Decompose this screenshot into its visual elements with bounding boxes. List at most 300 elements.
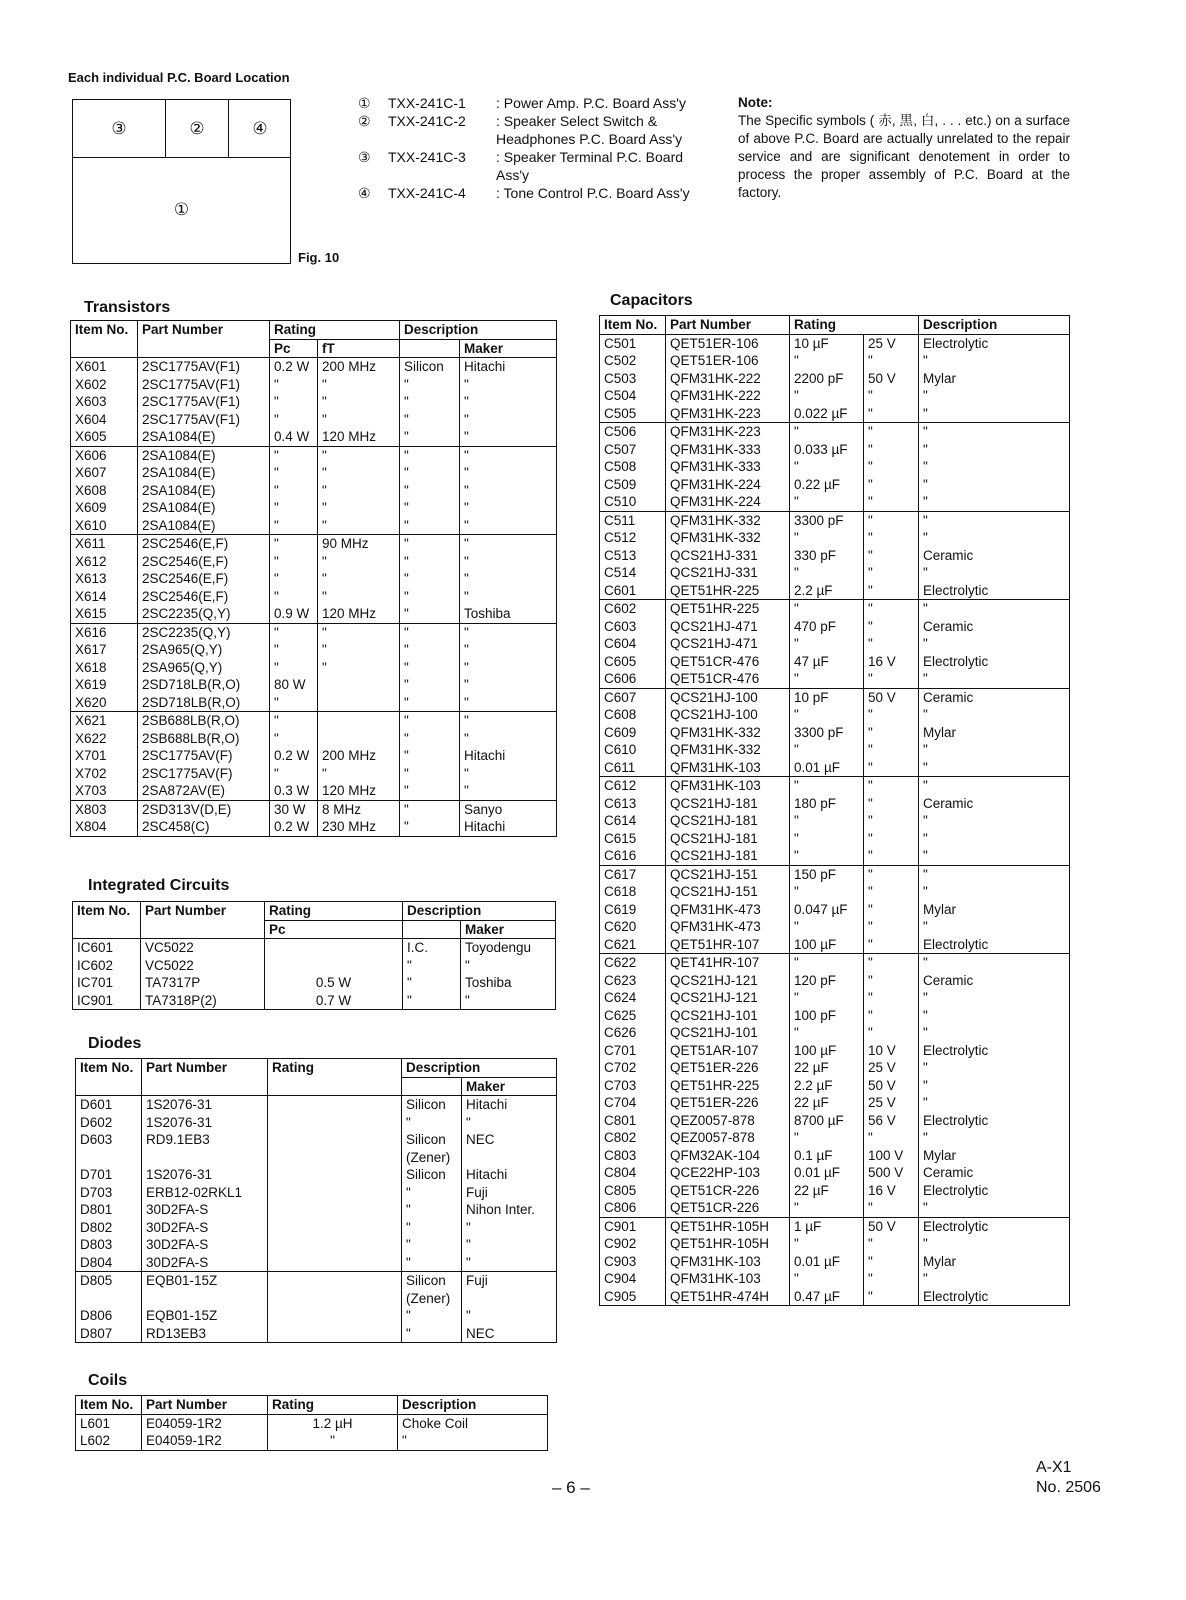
table-cell: D805 [80,1273,113,1288]
col-item-blank [73,920,141,939]
col-rating: Rating [270,321,400,340]
table-row [71,553,557,571]
col-description: Description [919,316,1070,335]
table-cell: " [790,387,864,405]
table-cell: " [400,782,460,800]
table-cell: TA7317P [141,974,265,992]
col-item-blank [76,1077,142,1096]
table-cell: " [864,476,919,494]
table-cell: " [400,446,460,464]
table-cell: Fuji [462,1272,557,1308]
table-cell: Mylar [919,1147,1070,1165]
table-cell: QCS21HJ-151 [666,865,790,883]
table-cell: Hitachi [462,1096,557,1114]
table-cell: " [919,1270,1070,1288]
table-cell: Electrolytic [919,1217,1070,1235]
table-cell: C605 [604,653,637,669]
table-cell: 100 V [864,1147,919,1165]
table-cell: QCS21HJ-331 [666,564,790,582]
table-cell: 50 V [864,370,919,388]
table-cell: QFM31HK-224 [666,493,790,511]
table-row [600,989,1070,1007]
table-cell: " [790,458,864,476]
table-row [600,972,1070,990]
col-rating: Rating [265,902,403,921]
table-cell: 120 MHz [318,782,400,800]
table-cell: C620 [604,919,637,934]
table-cell: " [318,499,400,517]
board-code: TXX-241C-3 [388,149,466,165]
table-cell: " [864,441,919,459]
table-row [600,706,1070,724]
table-cell: 30D2FA-S [142,1254,268,1272]
table-cell: X614 [75,588,107,604]
table-cell: C610 [604,742,637,757]
table-cell: C623 [604,972,637,988]
table-cell: C604 [604,636,637,651]
table-cell: X804 [75,819,107,834]
table-cell: 3300 pF [790,724,864,742]
table-cell: C615 [604,830,637,846]
table-row [71,464,557,482]
table-cell: QET51CR-476 [666,653,790,671]
table-row [76,1236,557,1254]
table-cell: 100 µF [790,1042,864,1060]
table-cell: X607 [75,465,107,480]
table-cell: QET51CR-476 [666,670,790,688]
col-rating: Rating [268,1059,402,1078]
table-cell [268,1307,402,1325]
table-cell: C626 [604,1025,637,1040]
table-cell: Electrolytic [919,936,1070,954]
table-cell [268,1272,402,1308]
table-cell: D803 [80,1237,113,1252]
table-row [600,547,1070,565]
table-row [600,334,1070,352]
table-cell: 200 MHz [318,747,400,765]
table-cell: C506 [604,424,637,439]
row-group [71,712,557,801]
table-cell: C613 [604,795,637,811]
table-cell: D701 [80,1167,113,1182]
table-cell: Sanyo [460,800,557,818]
row-group [600,688,1070,777]
table-row [600,1024,1070,1042]
table-cell: X611 [75,536,106,551]
table-cell: Silicon [402,1096,462,1114]
table-row [600,1042,1070,1060]
table-cell: " [270,464,318,482]
table-cell: " [400,535,460,553]
table-row [71,676,557,694]
table-row [600,493,1070,511]
table-cell: 50 V [864,1217,919,1235]
table-row [600,1112,1070,1130]
table-cell: " [318,411,400,429]
coils-table [75,1395,548,1451]
table-cell: " [270,446,318,464]
board-cell-2: ② [166,100,229,157]
table-cell: TA7318P(2) [141,992,265,1010]
table-cell: " [864,1253,919,1271]
table-cell [268,1325,402,1343]
transistors-table [70,320,557,837]
table-cell: D703 [80,1184,113,1200]
table-cell: " [270,623,318,641]
table-cell: C619 [604,901,637,917]
table-row [600,759,1070,777]
table-cell: " [864,635,919,653]
table-cell: " [270,765,318,783]
table-cell: QCS21HJ-331 [666,547,790,565]
table-row [600,741,1070,759]
table-cell: 8700 µF [790,1112,864,1130]
table-cell: 2SC1775AV(F) [138,765,270,783]
table-cell: " [270,588,318,606]
table-cell: " [270,659,318,677]
board-num: ① [358,95,371,111]
table-row [71,730,557,748]
row-group [600,600,1070,689]
coils-title: Coils [88,1372,128,1389]
note-text: The Specific symbols ( 赤, 黒, 白, . . . etc.) on a surface of above P.C. Board are actually unrelated to the repair service and are significant denotement in order to process the proper assembly of P.C. Board at the factory. [738,113,1070,200]
table-cell: " [400,623,460,641]
table-row [600,688,1070,706]
col-item-no: Item No. [77,903,131,918]
table-cell: " [864,936,919,954]
table-cell: C513 [604,547,637,563]
table-row [600,918,1070,936]
table-cell: X606 [75,447,107,463]
table-cell: C617 [604,866,637,882]
table-cell: " [919,1077,1070,1095]
table-row [600,352,1070,370]
table-cell: Ceramic [919,1164,1070,1182]
table-cell: QCS21HJ-181 [666,847,790,865]
table-cell: Electrolytic [919,1112,1070,1130]
table-cell: C502 [604,353,637,368]
table-row [600,1199,1070,1217]
table-cell: EQB01-15Z [142,1272,268,1308]
table-cell: E04059-1R2 [142,1414,268,1432]
table-cell: " [919,387,1070,405]
table-row [600,1253,1070,1271]
table-cell: QFM31HK-333 [666,441,790,459]
col-part-number: Part Number [141,902,265,921]
table-cell: " [864,706,919,724]
table-cell: QFM31HK-103 [666,777,790,795]
table-cell: 3300 pF [790,511,864,529]
table-cell: " [790,830,864,848]
col-part-number: Part Number [142,1396,268,1415]
table-cell: " [864,600,919,618]
table-cell: " [919,1007,1070,1025]
table-cell: 2SC1775AV(F1) [138,358,270,376]
table-cell: " [400,482,460,500]
table-cell: " [318,623,400,641]
table-cell: Mylar [919,901,1070,919]
table-cell: C504 [604,388,637,403]
table-cell: 2.2 µF [790,582,864,600]
table-cell: QCE22HP-103 [666,1164,790,1182]
table-cell: C701 [604,1042,637,1058]
table-cell: X618 [75,659,107,675]
table-cell: " [919,493,1070,511]
table-cell: QET51CR-226 [666,1182,790,1200]
table-cell: 2SC458(C) [138,818,270,836]
table-cell: " [919,1129,1070,1147]
table-cell: 2SC2546(E,F) [138,588,270,606]
table-cell: 25 V [864,1059,919,1077]
page-number: – 6 – [552,1478,590,1497]
row-group [76,1414,548,1450]
table-cell: 2SC1775AV(F1) [138,393,270,411]
table-row [600,1059,1070,1077]
table-cell: 30D2FA-S [142,1219,268,1237]
table-cell: 200 MHz [318,358,400,376]
table-cell: " [919,600,1070,618]
table-cell: 2SA1084(E) [138,499,270,517]
table-row [76,1096,557,1114]
col-ft: fT [318,339,400,358]
table-cell: VC5022 [141,939,265,957]
table-cell: " [790,352,864,370]
table-row [600,1094,1070,1112]
table-cell: Electrolytic [919,1042,1070,1060]
table-cell: QFM31HK-473 [666,901,790,919]
row-group [76,1096,557,1272]
table-cell: QCS21HJ-101 [666,1024,790,1042]
col-part-blank [142,1077,268,1096]
table-cell: Nihon Inter. [462,1201,557,1219]
table-cell: D804 [80,1254,113,1270]
table-cell: " [270,499,318,517]
table-cell: X701 [75,748,107,763]
table-cell: Ceramic [919,972,1070,990]
table-cell: Ceramic [919,618,1070,636]
table-cell [318,694,400,712]
table-row [600,618,1070,636]
table-cell: " [790,1235,864,1253]
table-cell: X621 [75,713,107,728]
table-cell: QCS21HJ-121 [666,972,790,990]
table-cell: 50 V [864,1077,919,1095]
table-cell: " [318,517,400,535]
table-cell: 10 µF [790,334,864,352]
table-cell: " [864,670,919,688]
table-cell: " [270,517,318,535]
table-cell: 120 MHz [318,605,400,623]
table-cell: " [919,476,1070,494]
table-cell: " [460,730,557,748]
table-row [76,1166,557,1184]
table-cell: D802 [80,1219,113,1235]
table-row [600,1147,1070,1165]
table-cell [268,1131,402,1166]
table-cell: C508 [604,459,637,474]
row-group [71,800,557,836]
table-cell: 2SC1775AV(F1) [138,376,270,394]
table-cell: " [864,741,919,759]
table-cell: " [400,800,460,818]
table-cell: X609 [75,500,107,515]
table-cell: 0.01 µF [790,759,864,777]
table-cell: " [400,393,460,411]
col-item-no: Item No. [76,1396,142,1415]
table-cell: " [402,1114,462,1132]
table-cell: " [400,765,460,783]
col-desc-blank [402,1077,462,1096]
table-cell: " [318,641,400,659]
table-cell: 2SC1775AV(F1) [138,411,270,429]
table-cell: QET51HR-474H [666,1288,790,1306]
table-cell: QET51HR-105H [666,1235,790,1253]
table-cell: C704 [604,1095,637,1110]
table-cell: " [864,1235,919,1253]
table-cell: C510 [604,494,637,509]
row-group [73,939,556,1010]
table-cell: " [790,670,864,688]
table-cell: 2SA1084(E) [138,464,270,482]
table-cell: " [460,499,557,517]
table-cell: 80 W [270,676,318,694]
table-cell: D801 [80,1202,113,1217]
table-cell: C611 [604,759,636,775]
table-cell: Choke Coil [398,1414,548,1432]
table-cell: C803 [604,1147,637,1163]
table-cell: IC901 [77,992,114,1008]
table-row [600,405,1070,423]
table-row [76,1307,557,1325]
board-legend-item [358,94,698,112]
table-cell: " [790,883,864,901]
row-group [600,511,1070,600]
table-cell: QET51AR-107 [666,1042,790,1060]
table-cell: X615 [75,606,107,621]
table-cell: " [460,765,557,783]
table-cell: 2SC2546(E,F) [138,553,270,571]
table-cell [268,1184,402,1202]
table-cell: 100 pF [790,1007,864,1025]
table-cell: Mylar [919,724,1070,742]
table-cell: " [403,992,461,1010]
table-cell: IC701 [77,975,114,990]
table-cell: " [400,659,460,677]
table-row [600,529,1070,547]
table-cell: X803 [75,801,107,817]
table-cell: E04059-1R2 [142,1432,268,1450]
table-row [600,724,1070,742]
table-cell: 0.9 W [270,605,318,623]
table-cell: Silicon (Zener) [402,1272,462,1308]
table-cell: " [462,1236,557,1254]
col-item-no: Item No. [600,316,666,335]
table-cell: " [402,1201,462,1219]
table-cell: " [400,818,460,836]
table-row [600,476,1070,494]
table-cell: X612 [75,553,107,569]
table-cell: " [460,712,557,730]
table-row [600,795,1070,813]
table-cell: Silicon (Zener) [402,1131,462,1166]
table-cell: X601 [75,359,107,374]
table-row [600,830,1070,848]
table-cell: 16 V [864,653,919,671]
table-cell [268,1201,402,1219]
table-row [73,939,556,957]
table-cell: 1S2076-31 [142,1096,268,1114]
table-cell: " [919,423,1070,441]
board-num: ④ [358,185,371,201]
transistors-title: Transistors [84,299,171,316]
table-cell: X703 [75,783,107,798]
board-top-row [72,99,291,158]
board-legend [358,94,698,202]
capacitors-title: Capacitors [610,292,693,309]
table-row [71,411,557,429]
table-cell [265,939,403,957]
table-row [71,765,557,783]
table-cell: Toyodengu [461,939,556,957]
table-cell: " [460,676,557,694]
board-legend-item [358,112,698,148]
table-cell: C801 [604,1112,637,1128]
table-cell: " [864,1024,919,1042]
table-cell: C505 [604,405,637,421]
table-row [600,653,1070,671]
table-cell: 8 MHz [318,800,400,818]
table-cell: " [864,918,919,936]
diodes-table [75,1058,557,1343]
table-cell: 0.01 µF [790,1253,864,1271]
table-row [76,1414,548,1432]
table-cell: C514 [604,565,637,580]
table-cell: QCS21HJ-471 [666,635,790,653]
table-cell: " [460,553,557,571]
col-part-number: Part Number [138,321,270,340]
document-number: No. 2506 [1036,1479,1101,1496]
table-cell: QFM31HK-223 [666,405,790,423]
table-cell: " [864,405,919,423]
table-cell: QET51ER-106 [666,352,790,370]
col-maker: Maker [461,920,556,939]
col-pc: Pc [265,920,403,939]
table-cell: " [460,623,557,641]
table-cell: C622 [604,955,637,970]
table-row [73,974,556,992]
table-cell: " [400,411,460,429]
table-cell: " [462,1114,557,1132]
table-cell: QFM31HK-332 [666,529,790,547]
board-cell-3: ③ [73,100,166,157]
table-cell: " [402,1325,462,1343]
board-cell-4: ④ [252,118,268,138]
table-cell: C606 [604,671,637,686]
table-cell: " [402,1184,462,1202]
board-num: ② [358,113,371,129]
table-cell: " [919,511,1070,529]
board-num: ③ [358,149,371,165]
table-cell: " [919,1199,1070,1217]
table-cell [268,1114,402,1132]
table-cell: " [919,812,1070,830]
table-cell [268,1219,402,1237]
table-cell: " [403,974,461,992]
table-cell: " [864,529,919,547]
table-row [600,458,1070,476]
table-cell: QET51ER-106 [666,334,790,352]
table-cell: QET51HR-105H [666,1217,790,1235]
